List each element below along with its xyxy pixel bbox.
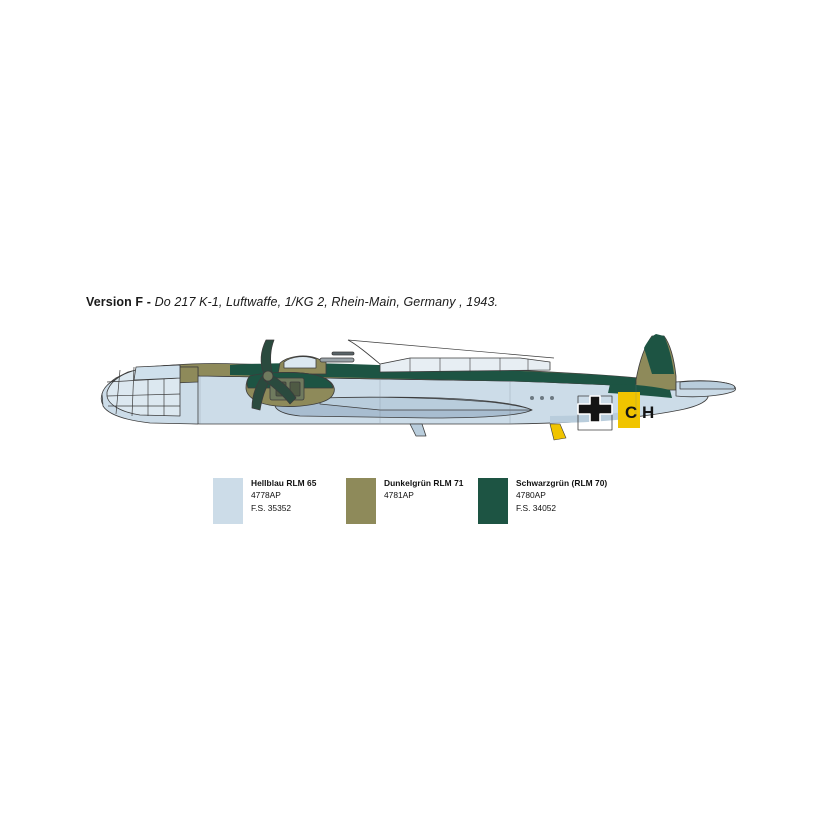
color-legend	[213, 478, 633, 538]
legend-color-code: 4780AP	[516, 490, 546, 501]
legend-color-code: 4781AP	[384, 490, 414, 501]
aircraft-side-profile	[80, 318, 750, 468]
version-caption	[86, 295, 498, 309]
color-swatch-schwarzgruen	[478, 478, 508, 524]
legend-color-code: 4778AP	[251, 490, 281, 501]
svg-text:C: C	[625, 403, 638, 422]
legend-color-name: Schwarzgrün (RLM 70)	[516, 478, 608, 488]
legend-color-name: Dunkelgrün RLM 71	[384, 478, 464, 488]
color-swatch-hellblau	[213, 478, 243, 524]
svg-text:H: H	[642, 403, 655, 422]
version-label: Version F	[86, 295, 144, 309]
legend-color-fs: F.S. 34052	[516, 502, 557, 513]
caption-separator: -	[146, 295, 152, 309]
legend-color-name: Hellblau RLM 65	[251, 478, 317, 488]
color-swatch-dunkelgruen	[346, 478, 376, 524]
caption-description: Do 217 K-1, Luftwaffe, 1/KG 2, Rhein-Main, Germany , 1943.	[154, 295, 499, 309]
legend-color-fs: F.S. 35352	[251, 502, 292, 513]
